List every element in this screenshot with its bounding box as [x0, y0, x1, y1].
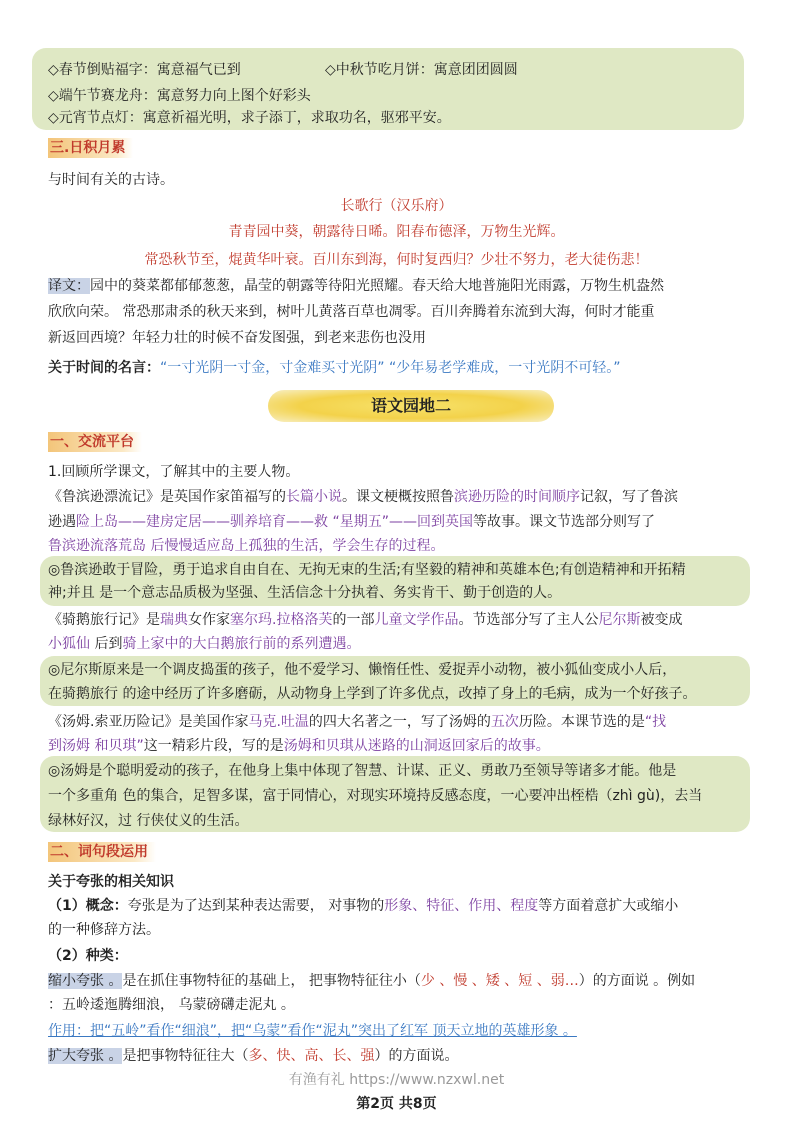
text: 女作家	[188, 612, 230, 628]
poem-line-2: 常恐秋节至，焜黄华叶衰。百川东到海，何时复西归？少壮不努力，老大徒伤悲！	[144, 252, 649, 268]
tom-note-2: 一个多重角 色的集合，足智多谋，富于同情心，对现实环境持反感态度，一心要冲出桎梏（zhì gù)，去当	[48, 788, 703, 804]
festival-line-lantern: ◇元宵节点灯：寓意祈福光明，求子添丁，求取功名，驱邪平安。	[48, 110, 451, 126]
nils-line-2	[48, 634, 360, 654]
text: 历险。本课节选的是	[518, 714, 645, 730]
translation-text-1: 园中的葵菜都郁郁葱葱，晶莹的朝露等待阳光照耀。春天给大地普施阳光雨露，万物生机盎然	[90, 278, 664, 294]
shrink-label: 缩小夸张 。	[48, 973, 123, 989]
nils-note-2: 在骑鹅旅行 的途中经历了许多磨砺，从动物身上学到了许多优点，改掉了身上的毛病，成为一个好孩子。	[48, 686, 697, 702]
nils-line-1	[48, 610, 682, 630]
text: 到汤姆 和贝琪”	[48, 738, 144, 754]
page-number: 第2页 共8页	[356, 1096, 437, 1112]
shrink-line-1	[48, 971, 695, 991]
definition-label: （1）概念：	[48, 898, 128, 914]
text: 瑞典	[160, 612, 188, 628]
text: 逊遇	[48, 514, 76, 530]
text: 形象、特征、作用、程度	[384, 898, 539, 914]
text: 多、快、高、长、强	[248, 1048, 375, 1064]
text: 等方面着意扩大或缩小	[538, 898, 679, 914]
poem-title: 长歌行（汉乐府）	[340, 198, 453, 214]
shrink-line-2: ：五岭逶迤腾细浪， 乌蒙磅礴走泥丸 。	[48, 997, 295, 1013]
tom-note-3: 绿林好汉，过 行侠仗义的生活。	[48, 813, 249, 829]
text: 《骑鹅旅行记》是	[48, 612, 160, 628]
text: 被变成	[640, 612, 683, 628]
translation-line-1	[48, 276, 664, 296]
text: 险上岛——建房定居——驯养培育——救 “星期五”——回到英国	[76, 514, 473, 530]
text: 后到	[90, 636, 123, 652]
robinson-note-1: ◎鲁滨逊敢于冒险，勇于追求自由自在、无拘无束的生活;有坚毅的精神和英雄本色;有创造精神和开拓精	[48, 562, 686, 578]
hyperbole-title: 关于夸张的相关知识	[48, 874, 174, 890]
tom-line-1	[48, 712, 666, 732]
text: 尼尔斯	[598, 612, 641, 628]
text: 滨逊历险的时间顺序	[454, 489, 580, 505]
unit-banner-title: 语文园地二	[370, 396, 451, 415]
poem-intro: 与时间有关的古诗。	[48, 172, 174, 188]
text: 马克.吐温	[248, 714, 309, 730]
text: 《鲁滨逊漂流记》是英国作家笛福写的	[48, 489, 286, 505]
festival-line-midautumn: ◇中秋节吃月饼：寓意团团圆圆	[325, 62, 518, 78]
text: ）的方面说。	[374, 1048, 459, 1064]
text: 少 、慢 、矮 、短 、弱…	[420, 973, 579, 989]
robinson-note-2: 神;并且 是一个意志品质极为坚强、生活信念十分执着、务实肯干、勤于创造的人。	[48, 585, 562, 601]
text: 塞尔玛.拉格洛芙	[230, 612, 333, 628]
text: “找	[644, 714, 667, 730]
robinson-line-2	[48, 512, 655, 532]
tom-note-1: ◎汤姆是个聪明爱动的孩子，在他身上集中体现了智慧、计谋、正义、勇敢乃至领导等诸多才能。他是	[48, 763, 677, 779]
text: 汤姆和贝琪从迷路的山洞返回家后的故事。	[283, 738, 550, 754]
translation-line-2: 欣欣向荣。 常恐那肃杀的秋天来到，树叶儿黄落百草也凋零。百川奔腾着东流到大海，何时才能重	[48, 304, 655, 320]
text: 的一部	[332, 612, 375, 628]
text: 是在抓住事物特征的基础上， 把事物特征往小（	[122, 973, 421, 989]
translation-line-3: 新返回西境？年轻力壮的时候不奋发图强，到老来悲伤也没用	[48, 330, 426, 346]
text: 儿童文学作品	[374, 612, 459, 628]
unit-banner	[268, 390, 554, 422]
section-title-daily: 三.日积月累	[48, 138, 133, 158]
enlarge-label: 扩大夸张 。	[48, 1048, 123, 1064]
text: 这一精彩片段，写的是	[143, 738, 284, 754]
quote-label: 关于时间的名言：	[48, 360, 160, 376]
exchange-intro: 1.回顾所学课文，了解其中的主要人物。	[48, 464, 300, 480]
festival-line-spring: ◇春节倒贴福字：寓意福气已到	[48, 62, 241, 78]
section-title-usage: 二、词句段运用	[48, 842, 156, 862]
watermark: 有渔有礼 https://www.nzxwl.net	[288, 1072, 505, 1088]
text: 记叙，写了鲁滨	[580, 489, 678, 505]
kinds-label: （2）种类：	[48, 948, 128, 964]
text: 五次	[490, 714, 519, 730]
text: 。课文梗概按照鲁	[342, 489, 454, 505]
definition-line-1	[48, 896, 678, 916]
nils-note-1: ◎尼尔斯原来是一个调皮捣蛋的孩子，他不爱学习、懒惰任性、爱捉弄小动物，被小狐仙变成小人后，	[48, 662, 677, 678]
enlarge-line	[48, 1046, 458, 1066]
tom-line-2	[48, 736, 550, 756]
robinson-line-1	[48, 487, 678, 507]
section-title-exchange: 一、交流平台	[48, 432, 142, 452]
definition-line-2: 的一种修辞方法。	[48, 922, 160, 938]
quote-text: “一寸光阴一寸金，寸金难买寸光阴” “少年易老学难成，一寸光阴不可轻。”	[160, 360, 621, 376]
text: 《汤姆.索亚历险记》是美国作家	[48, 714, 249, 730]
effect-line: 作用：把“五岭”看作“细浪”，把“乌蒙”看作“泥丸”突出了红军 顶天立地的英雄形象 。	[48, 1023, 577, 1039]
robinson-line-3: 鲁滨逊流落荒岛 后慢慢适应岛上孤独的生活，学会生存的过程。	[48, 538, 445, 554]
festival-line-dragonboat: ◇端午节赛龙舟：寓意努力向上图个好彩头	[48, 88, 311, 104]
text: 夸张是为了达到某种表达需要， 对事物的	[127, 898, 385, 914]
text: 的四大名著之一，写了汤姆的	[308, 714, 491, 730]
text: ）的方面说 。例如	[578, 973, 696, 989]
text: 是把事物特征往大（	[122, 1048, 249, 1064]
text: 长篇小说	[286, 489, 342, 505]
poem-line-1: 青青园中葵，朝露待日晞。阳春布德泽，万物生光辉。	[228, 224, 565, 240]
text: 等故事。课文节选部分则写了	[472, 514, 655, 530]
text: 。节选部分写了主人公	[458, 612, 599, 628]
text: 小狐仙	[48, 636, 90, 652]
translation-label: 译文：	[48, 278, 90, 294]
text: 骑上家中的大白鹅旅行前的系列遭遇。	[122, 636, 361, 652]
time-quotes	[48, 358, 620, 378]
